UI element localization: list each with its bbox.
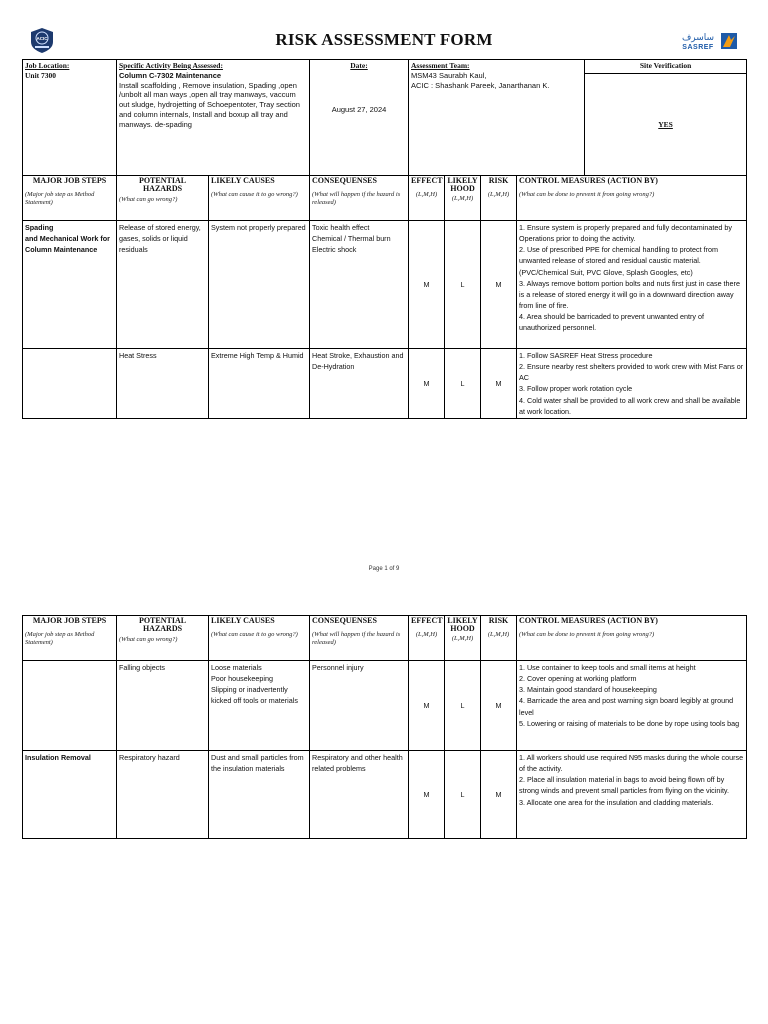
consequence-cell: Respiratory and other health related problems (310, 751, 409, 839)
col-likely (445, 616, 481, 661)
control-measures-cell (517, 221, 747, 349)
control-measure-item: 5. Lowering or raising of materials to be done by rope using tools bag (519, 718, 740, 728)
col-control (517, 176, 747, 221)
col-hazards-title: POTENTIAL HAZARDS (138, 616, 187, 634)
job-location-value: Unit 7300 (25, 70, 57, 80)
col-control-title: CONTROL MEASURES (ACTION BY) (519, 176, 658, 185)
likelihood-value: L (445, 221, 481, 349)
col-effect-title: EFFECT (411, 616, 443, 625)
hazard-cell: Heat Stress (117, 349, 209, 419)
likelihood-value: L (445, 661, 481, 751)
col-effect-sub: (L,M,H) (415, 631, 438, 639)
column-header-row (23, 176, 747, 221)
col-steps-sub: (Major job step as Method Statement) (25, 191, 95, 207)
col-likely-title: LIKELY HOOD (447, 616, 478, 634)
risk-value: M (481, 349, 517, 419)
col-causes-sub: (What can cause it to go wrong?) (211, 191, 298, 199)
control-measure-item: 2. Cover opening at working platform (519, 674, 637, 684)
job-location-label: Job Location: (25, 61, 70, 70)
team-cell (409, 60, 585, 176)
col-consequences-title: CONSEQUENSES (312, 616, 377, 625)
col-hazards-sub: (What can go wrong?) (119, 635, 178, 643)
control-measure-item: 2. Use of prescribed PPE for chemical handling to protect from unwanted release of stored and residual caustic material. (PVC/Chemical Suit, PVC Glove, Splash Googles, etc) (519, 245, 718, 277)
hazard-cell: Release of stored energy, gases, solids or liquid residuals (117, 221, 209, 349)
col-effect (409, 616, 445, 661)
cause-cell: Loose materials Poor housekeeping Slipping or inadvertently kicked off tools or materials (209, 661, 310, 751)
effect-value: M (409, 751, 445, 839)
col-steps-title: MAJOR JOB STEPS (32, 616, 107, 625)
control-measures-cell (517, 661, 747, 751)
consequence-cell: Heat Stroke, Exhaustion and De-Hydration (310, 349, 409, 419)
site-verification-value: YES (585, 74, 747, 176)
job-step-cell: Insulation Removal (23, 751, 117, 839)
col-steps-title: MAJOR JOB STEPS (32, 176, 107, 185)
column-header-row (23, 616, 747, 661)
activity-title: Column C-7302 Maintenance (119, 70, 222, 80)
risk-table-page2 (22, 615, 747, 839)
cause-cell: System not properly prepared (209, 221, 310, 349)
col-steps-sub: (Major job step as Method Statement) (25, 631, 95, 647)
risk-row (23, 661, 747, 751)
control-measure-item: 1. Use container to keep tools and small items at height (519, 663, 696, 672)
control-measure-item: 3. Allocate one area for the insulation and cladding materials. (519, 797, 714, 807)
control-measure-item: 4. Cold water shall be provided to all work crew and shall be available at work location. (519, 395, 741, 416)
col-likely-sub: (L,M,H) (451, 634, 474, 642)
team-line-2: ACIC : Shashank Pareek, Janarthanan K. (411, 80, 550, 90)
col-causes (209, 176, 310, 221)
col-consequences-sub: (What will happen if the hazard is released) (312, 191, 401, 207)
likelihood-value: L (445, 349, 481, 419)
effect-value: M (409, 221, 445, 349)
site-verification-label: Site Verification (639, 61, 692, 70)
risk-value: M (481, 751, 517, 839)
col-consequences (310, 176, 409, 221)
control-measures-cell (517, 349, 747, 419)
activity-cell (117, 60, 310, 176)
col-likely (445, 176, 481, 221)
col-control-sub: (What can be done to prevent it from going wrong?) (519, 631, 655, 639)
svg-text:ساسرف: ساسرف (681, 33, 715, 43)
svg-text:SASREF: SASREF (682, 44, 714, 51)
cause-cell: Extreme High Temp & Humid (209, 349, 310, 419)
col-likely-sub: (L,M,H) (451, 194, 474, 202)
col-steps (23, 176, 117, 221)
col-risk-title: RISK (488, 616, 509, 625)
consequence-cell: Toxic health effect Chemical / Thermal burn Electric shock (310, 221, 409, 349)
risk-value: M (481, 661, 517, 751)
col-effect-sub: (L,M,H) (415, 191, 438, 199)
control-measures-cell (517, 751, 747, 839)
col-risk-title: RISK (488, 176, 509, 185)
job-step-cell (23, 349, 117, 419)
activity-description: Install scaffolding , Remove insulation, Spading ,open /unbolt all man ways ,open all tray manways, vaccum out sludge, hydrojetting of Schoepentoter, Tray section and column internals, Install and boxup all tray and manways. de-spading (119, 80, 300, 129)
site-verification-header (585, 60, 747, 74)
col-causes-title: LIKELY CAUSES (211, 176, 275, 185)
col-causes (209, 616, 310, 661)
effect-value: M (409, 349, 445, 419)
col-risk (481, 616, 517, 661)
consequence-cell: Personnel injury (310, 661, 409, 751)
date-value: August 27, 2024 (331, 104, 387, 114)
form-title: RISK ASSESSMENT FORM (275, 30, 493, 49)
risk-row (23, 221, 747, 349)
team-label: Assessment Team: (411, 61, 470, 70)
control-measure-item: 2. Ensure nearby rest shelters provided to work crew with Mist Fans or AC (519, 362, 744, 383)
date-label: Date: (350, 61, 368, 70)
job-step-cell (23, 661, 117, 751)
col-risk (481, 176, 517, 221)
hazard-cell: Falling objects (117, 661, 209, 751)
control-measure-item: 4. Area should be barricaded to prevent unwanted entry of unauthorized personnel. (519, 312, 705, 333)
col-hazards (117, 176, 209, 221)
date-cell (310, 60, 409, 176)
col-effect-title: EFFECT (411, 176, 443, 185)
control-measure-item: 1. All workers should use required N95 masks during the whole course of the activity. (519, 753, 744, 774)
job-step-cell: Spading and Mechanical Work for Column Maintenance (23, 221, 117, 349)
team-line-1: MSM43 Saurabh Kaul, (411, 70, 487, 80)
control-measure-item: 3. Maintain good standard of housekeeping (519, 685, 657, 695)
job-location-cell (23, 60, 117, 176)
col-hazards (117, 616, 209, 661)
control-measure-item: 4. Barricade the area and post warning sign board legibly at ground level (519, 696, 734, 717)
svg-text:ACIC: ACIC (36, 36, 48, 41)
col-causes-sub: (What can cause it to go wrong?) (211, 631, 298, 639)
col-control-sub: (What can be done to prevent it from going wrong?) (519, 191, 655, 199)
col-likely-title: LIKELY HOOD (447, 176, 478, 194)
col-control (517, 616, 747, 661)
cause-cell: Dust and small particles from the insulation materials (209, 751, 310, 839)
col-risk-sub: (L,M,H) (487, 631, 510, 639)
control-measure-item: 1. Ensure system is properly prepared and fully decontaminated by Operations prior to doing the activity. (519, 223, 732, 244)
col-effect (409, 176, 445, 221)
control-measure-item: 1. Follow SASREF Heat Stress procedure (519, 351, 653, 360)
effect-value: M (409, 661, 445, 751)
col-steps (23, 616, 117, 661)
control-measure-item: 3. Follow proper work rotation cycle (519, 384, 633, 394)
page-number: Page 1 of 9 (368, 566, 400, 572)
col-hazards-title: POTENTIAL HAZARDS (138, 176, 187, 194)
col-control-title: CONTROL MEASURES (ACTION BY) (519, 616, 658, 625)
risk-table-page1 (22, 59, 747, 419)
col-consequences (310, 616, 409, 661)
info-label-row (23, 60, 747, 74)
control-measure-item: 3. Always remove bottom portion bolts and nuts first just in case there is a release of stored energy it will go in a downward direction away from line of fire. (519, 278, 740, 311)
risk-row (23, 751, 747, 839)
col-hazards-sub: (What can go wrong?) (119, 195, 178, 203)
risk-value: M (481, 221, 517, 349)
control-measure-item: 2. Place all insulation material in bags to avoid being flown off by strong winds and prevent small particles from flying on the vicinity. (519, 775, 729, 796)
likelihood-value: L (445, 751, 481, 839)
col-causes-title: LIKELY CAUSES (211, 616, 275, 625)
col-risk-sub: (L,M,H) (487, 191, 510, 199)
risk-row (23, 349, 747, 419)
col-consequences-sub: (What will happen if the hazard is released) (312, 631, 401, 647)
hazard-cell: Respiratory hazard (117, 751, 209, 839)
col-consequences-title: CONSEQUENSES (312, 176, 377, 185)
activity-label: Specific Activity Being Assessed: (119, 61, 223, 70)
